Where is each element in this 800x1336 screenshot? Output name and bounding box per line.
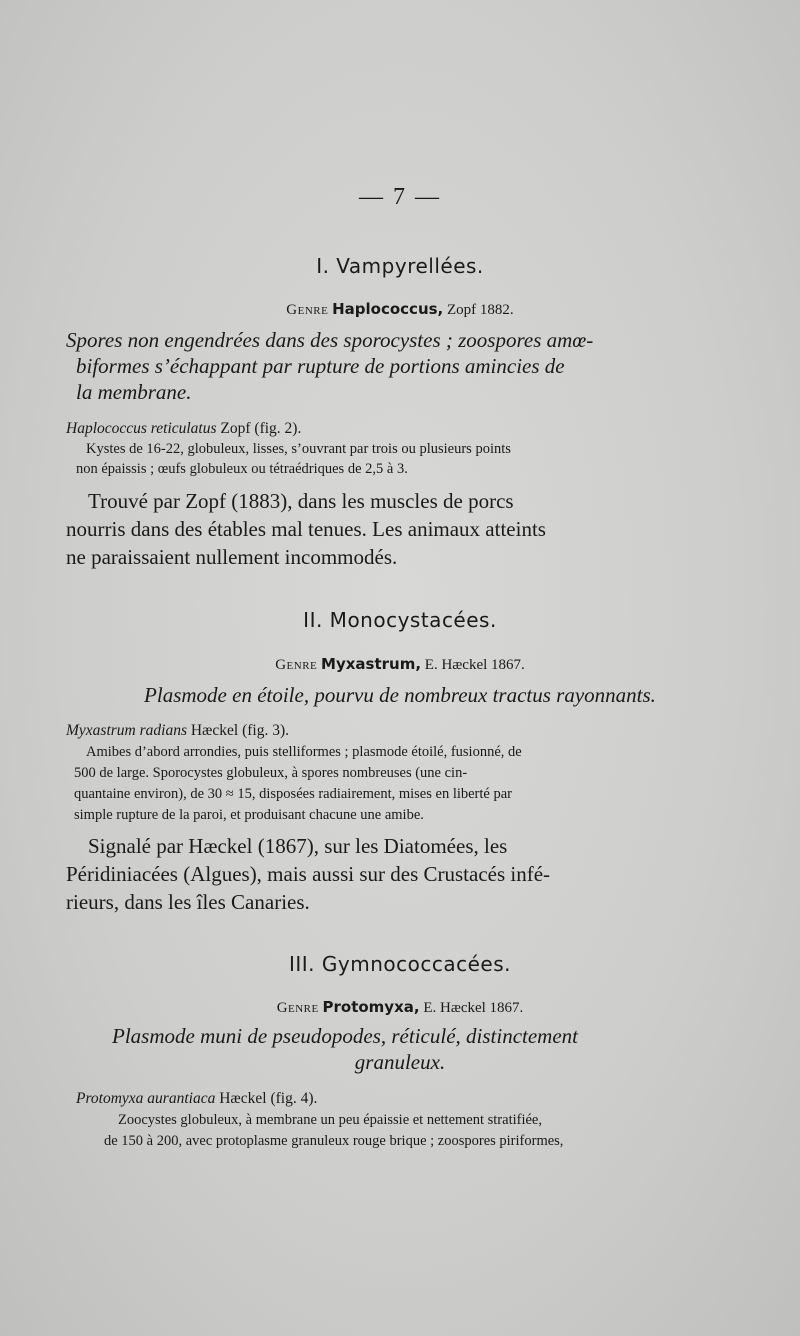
genus-heading [0, 998, 800, 1017]
genus-label: Genre [275, 657, 318, 673]
species-name: Protomyxa aurantiaca [76, 1090, 216, 1107]
species-heading [76, 1090, 317, 1108]
remark-line: nourris dans des étables mal tenues. Les animaux atteints [66, 517, 546, 541]
genus-label: Genre [286, 302, 329, 318]
remark-line: rieurs, dans les îles Canaries. [66, 890, 310, 914]
description-line: de 150 à 200, avec protoplasme granuleux rouge brique ; zoospores piriformes, [104, 1133, 564, 1149]
genus-label: Genre [276, 1000, 319, 1016]
description-line: 500 de large. Sporocystes globuleux, à spores nombreuses (une cin- [74, 765, 468, 781]
description-line: Zoocystes globuleux, à membrane un peu épaissie et nettement stratifiée, [118, 1112, 542, 1128]
species-name: Myxastrum radians [66, 722, 187, 739]
diagnosis-line: biformes s’échappant par rupture de portions amincies de [76, 354, 565, 378]
description-line: quantaine environ), de 30 ≈ 15, disposées radiairement, mises en liberté par [74, 786, 512, 802]
genus-heading [0, 655, 800, 674]
genus-author: E. Hæckel 1867. [423, 1000, 524, 1016]
remark-line: Signalé par Hæckel (1867), sur les Diatomées, les [88, 834, 508, 858]
remark-line: Péridiniacées (Algues), mais aussi sur des Crustacés infé- [66, 862, 551, 886]
diagnosis-line: Plasmode en étoile, pourvu de nombreux tractus rayonnants. [144, 683, 656, 707]
species-author: Zopf (fig. 2). [220, 420, 302, 437]
section-title: I. Vampyrellées. [316, 254, 484, 278]
species-author: Hæckel (fig. 4). [219, 1090, 318, 1107]
genus-author: E. Hæckel 1867. [424, 657, 525, 673]
page-number: — 7 — [359, 184, 441, 210]
section-title: II. Monocystacées. [303, 608, 497, 632]
genus-name: Haplococcus, [332, 300, 444, 318]
description-line: simple rupture de la paroi, et produisant chacune une amibe. [74, 807, 424, 823]
species-author: Hæckel (fig. 3). [190, 722, 289, 739]
diagnosis-line: Plasmode muni de pseudopodes, réticulé, distinctement [112, 1024, 578, 1048]
remark-line: ne paraissaient nullement incommodés. [66, 545, 398, 569]
remark-line: Trouvé par Zopf (1883), dans les muscles de porcs [88, 489, 514, 513]
diagnosis-line: la membrane. [76, 380, 192, 404]
genus-author: Zopf 1882. [447, 302, 514, 318]
genus-name: Protomyxa, [322, 998, 420, 1016]
diagnosis-line: Spores non engendrées dans des sporocystes ; zoospores amœ- [66, 328, 594, 352]
genus-name: Myxastrum, [321, 655, 422, 673]
description-line: Amibes d’abord arrondies, puis stelliformes ; plasmode étoilé, fusionné, de [86, 744, 522, 760]
section-title: III. Gymnococcacées. [288, 952, 511, 976]
description-line: Kystes de 16-22, globuleux, lisses, s’ouvrant par trois ou plusieurs points [86, 441, 511, 457]
species-heading [66, 420, 301, 438]
species-heading [66, 722, 289, 740]
diagnosis-line: granuleux. [354, 1050, 446, 1074]
description-line: non épaissis ; œufs globuleux ou tétraédriques de 2,5 à 3. [76, 461, 408, 477]
genus-heading [0, 300, 800, 319]
species-name: Haplococcus reticulatus [66, 420, 217, 437]
